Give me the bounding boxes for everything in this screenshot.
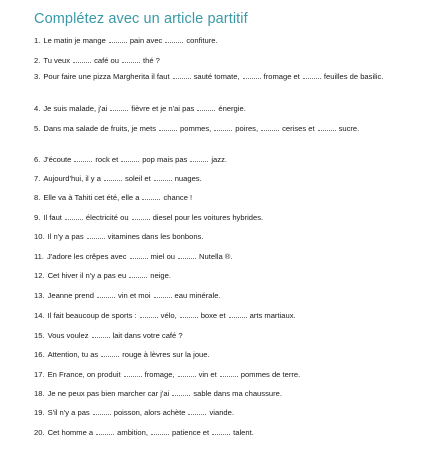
exercise-number: 11. <box>34 252 44 261</box>
exercise-text: soleil et <box>124 174 151 183</box>
exercise-text: Attention, tu as <box>47 350 99 359</box>
exercise-item <box>34 72 405 81</box>
exercise-item <box>34 291 405 300</box>
exercise-text: sucre. <box>338 124 360 133</box>
answer-blank[interactable] <box>129 271 147 278</box>
exercise-text: vélo, <box>160 311 177 320</box>
exercise-text: thé ? <box>143 56 160 65</box>
exercise-number: 18. <box>34 389 45 398</box>
exercise-text: boxe et <box>200 311 226 320</box>
exercise-text: lait dans votre café ? <box>112 331 183 340</box>
answer-blank[interactable] <box>165 36 183 43</box>
answer-blank[interactable] <box>110 104 128 111</box>
exercise-item <box>34 232 405 241</box>
answer-blank[interactable] <box>318 124 336 131</box>
exercise-number: 20. <box>34 428 45 437</box>
exercise-text: Cet hiver il n'y a pas eu <box>47 271 127 280</box>
exercise-text: feuilles de basilic. <box>323 72 384 81</box>
answer-blank[interactable] <box>190 155 208 162</box>
answer-blank[interactable] <box>173 72 191 79</box>
answer-blank[interactable] <box>140 311 158 318</box>
exercise-item <box>34 428 405 437</box>
answer-blank[interactable] <box>104 174 122 181</box>
exercise-item <box>34 155 405 164</box>
exercise-item <box>34 56 405 65</box>
exercise-item <box>34 36 405 45</box>
exercise-text: nuages. <box>174 174 202 183</box>
answer-blank[interactable] <box>214 124 232 131</box>
answer-blank[interactable] <box>87 232 105 239</box>
exercise-number: 8. <box>34 193 41 202</box>
exercise-number: 17. <box>34 370 45 379</box>
answer-blank[interactable] <box>132 213 150 220</box>
answer-blank[interactable] <box>73 56 91 63</box>
exercise-text: sauté tomate, <box>193 72 240 81</box>
exercise-text: Il n'y a pas <box>47 232 84 241</box>
exercise-text: neige. <box>150 271 171 280</box>
exercise-text: viande. <box>209 408 234 417</box>
answer-blank[interactable] <box>212 428 230 435</box>
answer-blank[interactable] <box>154 174 172 181</box>
exercise-number: 12. <box>34 271 45 280</box>
exercise-text: Dans ma salade de fruits, je mets <box>43 124 157 133</box>
exercise-text: fromage, <box>144 370 175 379</box>
exercise-text: cerises et <box>282 124 315 133</box>
exercise-text: vitamines dans les bonbons. <box>107 232 204 241</box>
exercise-text: rouge à lèvres sur la joue. <box>122 350 210 359</box>
exercise-item <box>34 174 405 183</box>
exercise-text: poires, <box>235 124 259 133</box>
answer-blank[interactable] <box>178 252 196 259</box>
answer-blank[interactable] <box>109 36 127 43</box>
answer-blank[interactable] <box>159 124 177 131</box>
exercise-text: vin et moi <box>118 291 151 300</box>
exercise-text: Le matin je mange <box>43 36 106 45</box>
exercise-text: énergie. <box>218 104 246 113</box>
exercise-text: Aujourd'hui, il y a <box>43 174 101 183</box>
exercise-text: ambition, <box>117 428 148 437</box>
answer-blank[interactable] <box>93 408 111 415</box>
exercise-text: En France, on produit <box>47 370 121 379</box>
exercise-text: pain avec <box>129 36 163 45</box>
exercise-number: 6. <box>34 155 41 164</box>
exercise-number: 15. <box>34 331 45 340</box>
worksheet-title: Complétez avec un article partitif <box>34 11 248 27</box>
exercise-text: vin et <box>198 370 217 379</box>
exercise-item <box>34 124 405 133</box>
answer-blank[interactable] <box>142 193 160 200</box>
answer-blank[interactable] <box>197 104 215 111</box>
answer-blank[interactable] <box>180 311 198 318</box>
exercise-text: rock et <box>95 155 119 164</box>
exercise-text: miel ou <box>150 252 176 261</box>
exercise-number: 4. <box>34 104 41 113</box>
exercise-number: 10. <box>34 232 45 241</box>
exercise-text: poisson, alors achète <box>113 408 186 417</box>
exercise-text: arts martiaux. <box>249 311 296 320</box>
exercise-text: fromage et <box>263 72 300 81</box>
exercise-item <box>34 311 405 320</box>
answer-blank[interactable] <box>188 408 206 415</box>
exercise-text: J'écoute <box>43 155 72 164</box>
exercise-number: 16. <box>34 350 45 359</box>
exercise-text: Nutella ®. <box>199 252 233 261</box>
answer-blank[interactable] <box>130 252 148 259</box>
exercise-number: 5. <box>34 124 41 133</box>
answer-blank[interactable] <box>121 155 139 162</box>
exercise-text: café ou <box>94 56 119 65</box>
answer-blank[interactable] <box>154 291 172 298</box>
exercise-text: Elle va à Tahiti cet été, elle a <box>43 193 140 202</box>
answer-blank[interactable] <box>124 370 142 377</box>
answer-blank[interactable] <box>229 311 247 318</box>
answer-blank[interactable] <box>220 370 238 377</box>
exercise-text: Tu veux <box>43 56 71 65</box>
exercise-text: Jeanne prend <box>47 291 95 300</box>
exercise-text: fièvre et je n'ai pas <box>131 104 195 113</box>
answer-blank[interactable] <box>178 370 196 377</box>
answer-blank[interactable] <box>243 72 261 79</box>
exercise-item <box>34 350 405 359</box>
exercise-number: 19. <box>34 408 45 417</box>
exercise-text: pop mais pas <box>142 155 188 164</box>
exercise-item <box>34 252 405 261</box>
exercise-text: Il faut <box>43 213 62 222</box>
exercise-number: 9. <box>34 213 41 222</box>
exercise-text: Je suis malade, j'ai <box>43 104 108 113</box>
exercise-text: Il fait beaucoup de sports : <box>47 311 137 320</box>
answer-blank[interactable] <box>101 350 119 357</box>
exercise-item <box>34 408 405 417</box>
exercise-number: 14. <box>34 311 45 320</box>
exercise-text: chance ! <box>163 193 193 202</box>
exercise-text: eau minérale. <box>174 291 221 300</box>
exercise-text: Je ne peux pas bien marcher car j'ai <box>47 389 170 398</box>
exercise-text: jazz. <box>211 155 227 164</box>
answer-blank[interactable] <box>65 213 83 220</box>
exercise-item <box>34 213 405 222</box>
exercise-text: diesel pour les voitures hybrides. <box>152 213 264 222</box>
answer-blank[interactable] <box>96 428 114 435</box>
exercise-text: électricité ou <box>85 213 129 222</box>
answer-blank[interactable] <box>74 155 92 162</box>
exercise-item <box>34 370 405 379</box>
answer-blank[interactable] <box>151 428 169 435</box>
exercise-text: patience et <box>171 428 210 437</box>
exercise-text: talent. <box>233 428 254 437</box>
answer-blank[interactable] <box>172 389 190 396</box>
exercise-text: sable dans ma chaussure. <box>193 389 282 398</box>
exercise-item <box>34 193 405 202</box>
exercise-item <box>34 331 405 340</box>
exercise-text: pommes de terre. <box>240 370 301 379</box>
answer-blank[interactable] <box>97 291 115 298</box>
answer-blank[interactable] <box>261 124 279 131</box>
exercise-item <box>34 389 405 398</box>
exercise-text: Vous voulez <box>47 331 89 340</box>
answer-blank[interactable] <box>92 331 110 338</box>
answer-blank[interactable] <box>122 56 140 63</box>
exercise-text: Cet homme a <box>47 428 94 437</box>
exercise-item <box>34 104 405 113</box>
exercise-number: 2. <box>34 56 41 65</box>
answer-blank[interactable] <box>303 72 321 79</box>
exercise-number: 13. <box>34 291 45 300</box>
exercise-number: 3. <box>34 72 41 81</box>
exercise-item <box>34 271 405 280</box>
exercise-text: confiture. <box>186 36 218 45</box>
exercise-text: Pour faire une pizza Margherita il faut <box>43 72 170 81</box>
exercise-number: 1. <box>34 36 41 45</box>
exercise-text: pommes, <box>180 124 212 133</box>
exercise-number: 7. <box>34 174 41 183</box>
exercise-text: J'adore les crêpes avec <box>47 252 127 261</box>
exercise-text: S'il n'y a pas <box>47 408 90 417</box>
